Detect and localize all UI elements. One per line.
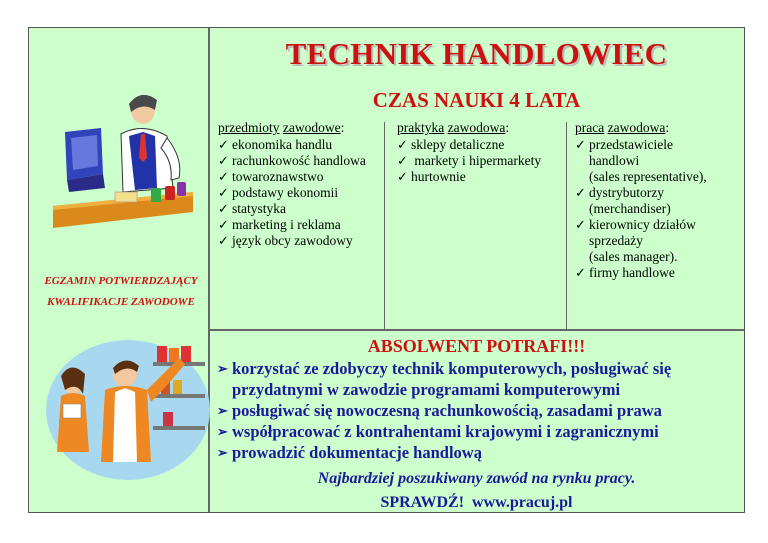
skill-item-continuation: przydatnymi w zawodzie programami komputerowymi <box>232 380 621 399</box>
list-item-continuation: handlowi <box>589 153 640 168</box>
list-item: ✓ firmy handlowe <box>575 265 743 281</box>
list-item: ✓ marketing i reklama <box>218 217 380 233</box>
website-link[interactable]: www.pracuj.pl <box>472 494 573 511</box>
tagline: Najbardziej poszukiwany zawód na rynku pracy. <box>317 470 636 487</box>
list-item: ✓ podstawy ekonomii <box>218 185 380 201</box>
shop-assistants-clipart <box>43 332 213 482</box>
skill-item: ➢ współpracować z kontrahentami krajowymi i zagranicznymi <box>217 421 737 442</box>
list-item-continuation: (sales manager). <box>589 249 678 264</box>
list-item: ✓ ekonomika handlu <box>218 137 380 153</box>
jobs-column <box>575 120 743 281</box>
skill-item: ➢ posługiwać się nowoczesną rachunkowością, zasadami prawa <box>217 400 737 421</box>
column-divider-3 <box>566 122 567 330</box>
poster-frame <box>28 27 745 513</box>
list-item-continuation: (merchandiser) <box>589 201 671 216</box>
exam-label-line1: EGZAMIN POTWIERDZAJĄCY <box>44 275 198 287</box>
skill-item: ➢ prowadzić dokumentacje handlową <box>217 442 737 463</box>
jobs-heading: praca zawodowa: <box>575 120 670 135</box>
subjects-column <box>218 120 380 249</box>
exam-label <box>33 271 209 313</box>
cashier-clipart <box>43 88 203 238</box>
list-item: ✓ kierownicy działów <box>575 217 743 233</box>
list-item: ✓ towaroznawstwo <box>218 169 380 185</box>
practice-column <box>397 120 563 185</box>
list-item: ✓ markety i hipermarkety <box>397 153 563 169</box>
list-item: ✓ statystyka <box>218 201 380 217</box>
check-line <box>209 494 744 512</box>
list-item: ✓ przedstawiciele <box>575 137 743 153</box>
graduate-skills-list <box>217 358 737 463</box>
page-title: TECHNIK HANDLOWIEC <box>285 36 668 71</box>
row-divider <box>208 329 744 331</box>
check-label: SPRAWDŹ! <box>380 494 465 511</box>
subjects-heading: przedmioty zawodowe: <box>218 120 345 135</box>
practice-heading: praktyka zawodowa: <box>397 120 510 135</box>
exam-label-line2: KWALIFIKACJE ZAWODOWE <box>47 296 195 308</box>
column-divider-2 <box>384 122 385 330</box>
list-item: ✓ rachunkowość handlowa <box>218 153 380 169</box>
skill-item: ➢ korzystać ze zdobyczy technik komputerowych, posługiwać się przydatnymi w zawodzie programami komputerowymi <box>217 358 737 400</box>
graduate-title: ABSOLWENT POTRAFI!!! <box>367 336 586 356</box>
list-item: ✓ hurtownie <box>397 169 563 185</box>
list-item: ✓ sklepy detaliczne <box>397 137 563 153</box>
list-item: ✓ język obcy zawodowy <box>218 233 380 249</box>
page-subtitle: CZAS NAUKI 4 LATA <box>372 88 581 112</box>
list-item-continuation: sprzedaży <box>589 233 643 248</box>
list-item: ✓ dystrybutorzy <box>575 185 743 201</box>
list-item-continuation: (sales representative), <box>589 169 707 184</box>
